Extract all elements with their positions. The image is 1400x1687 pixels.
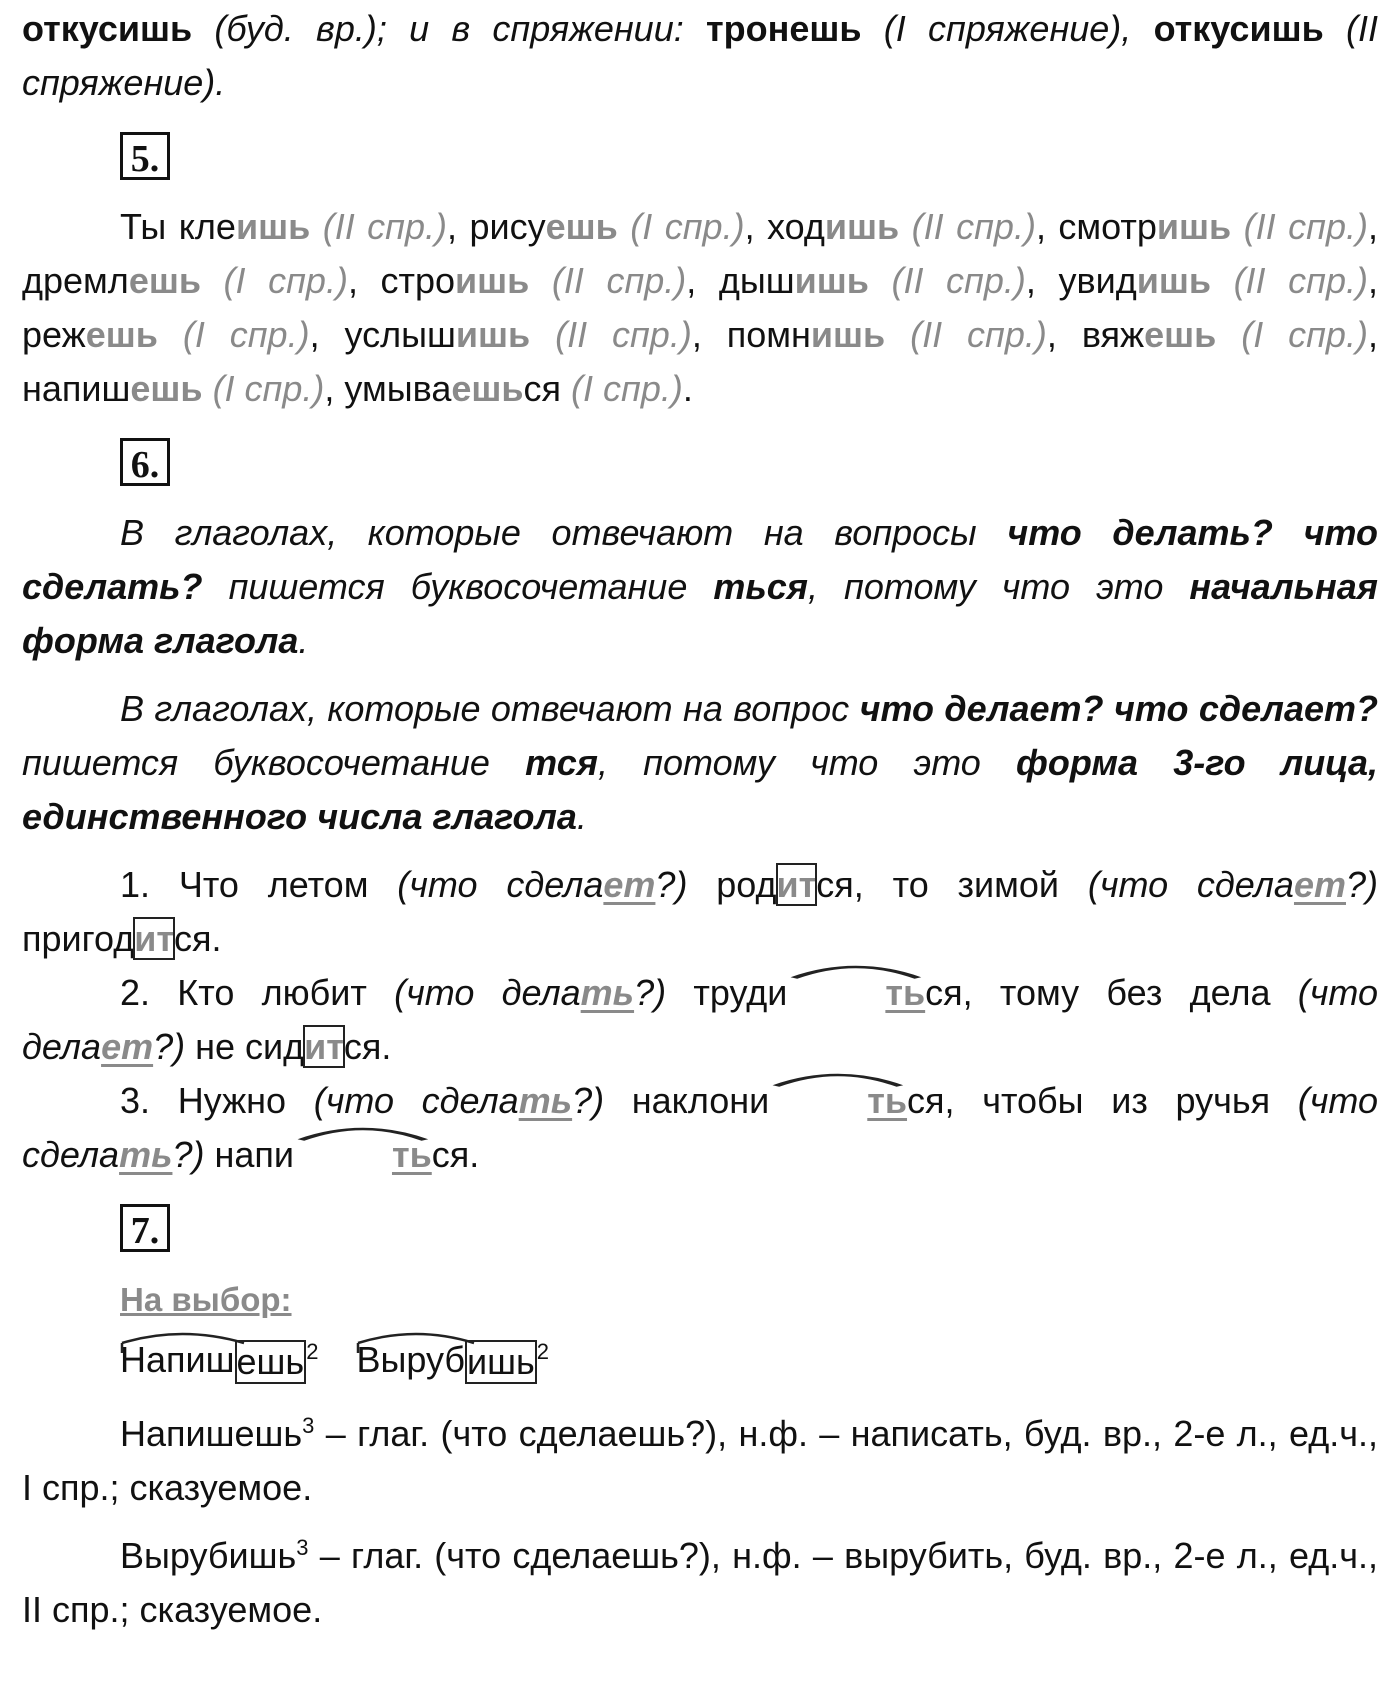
text: (II спряжение). <box>22 8 1378 103</box>
question-bold: что делать? что сделать? <box>22 512 1378 607</box>
root-arc <box>356 1329 556 1349</box>
punctuation: , <box>1046 314 1082 355</box>
example-2: 2. Кто любит (что делать?) труди ться, тому без дела (что делает?) не сидится. <box>22 966 1378 1074</box>
question-bold: что делает? что сделает? <box>859 688 1378 729</box>
punctuation: , <box>1035 206 1059 247</box>
punctuation: , <box>1367 206 1378 247</box>
conjugation-note: (II спр.) <box>899 206 1036 247</box>
punctuation: , <box>1367 260 1378 301</box>
verb-stem: ход <box>767 206 825 247</box>
verb-stem: рису <box>469 206 546 247</box>
ending-box: ишь <box>467 1341 535 1383</box>
analysis-2: Вырубишь$^3$ – глаг. (что сделаешь?), н.ф. – вырубить, буд. вр., 2-е л., ед.ч., II спр.; сказуемое. <box>22 1535 1378 1630</box>
intro-paragraph <box>22 2 1378 110</box>
question-ending: ет <box>603 864 656 905</box>
arc-suffix: ть <box>294 1128 432 1182</box>
verb-ending: ешь <box>128 260 201 301</box>
verb-stem: дыш <box>718 260 795 301</box>
task5-paragraph <box>22 200 1378 416</box>
verb-ending: ишь <box>455 314 531 355</box>
punctuation: , <box>1025 260 1059 301</box>
punctuation: , <box>744 206 768 247</box>
word: Вырубишь <box>120 1535 297 1576</box>
punctuation: , <box>1367 314 1378 355</box>
verb-ending: ешь <box>451 368 524 409</box>
punctuation: , <box>691 314 727 355</box>
arc-suffix: ть <box>769 1074 907 1128</box>
choice-label: На выбор: <box>120 1281 292 1318</box>
rule-paragraph-2: В глаголах, которые отвечают на вопрос что делает? что сделает? пишется буквосочетание тся, потому что это форма 3-го лица, единственного числа глагола. <box>22 688 1378 837</box>
morpheme-word-1: Напишешь$^2$ <box>120 1327 318 1393</box>
punctuation: . <box>682 368 693 409</box>
rule-paragraph-1: В глаголах, которые отвечают на вопросы что делать? что сделать? пишется буквосочетание ться, потому что это начальная форма глагола. <box>22 512 1378 661</box>
verb-stem: дремл <box>22 260 129 301</box>
punctuation: , <box>686 260 719 301</box>
verb-stem: напиш <box>22 368 131 409</box>
conjugation-note: (I спр.) <box>157 314 310 355</box>
task-number-row <box>22 132 1378 186</box>
boxed-suffix: ит <box>776 864 817 905</box>
conjugation-note: (II спр.) <box>530 314 692 355</box>
arc-suffix: ть <box>787 966 925 1020</box>
letter-combo-tsya: тся <box>525 742 598 783</box>
word-tronesh: тронешь <box>705 8 862 49</box>
conjugation-note: (II спр.) <box>310 206 447 247</box>
root-arc <box>120 1329 320 1349</box>
verb-stem: Ты кле <box>120 206 236 247</box>
conjugation-note: (I спр.) <box>617 206 745 247</box>
conjugation-note: (I спр.) <box>200 260 348 301</box>
verb-stem: реж <box>22 314 86 355</box>
verb-stem: смотр <box>1058 206 1157 247</box>
verb-postfix: ся <box>523 368 562 409</box>
verb-ending: ешь <box>85 314 158 355</box>
rule-term: форма 3-го лица, единственного числа глагола <box>22 742 1378 837</box>
question-ending: ть <box>518 1080 573 1121</box>
word-otkusish: откусишь <box>22 8 193 49</box>
conjugation-note: (I спр.) <box>561 368 683 409</box>
verb-stem: стро <box>380 260 456 301</box>
conjugation-note: (II спр.) <box>1211 260 1368 301</box>
task-number-row <box>22 438 1378 492</box>
verb-ending: ешь <box>1144 314 1217 355</box>
ending-box: ешь <box>236 1341 305 1383</box>
question-ending: ть <box>580 972 635 1013</box>
verb-ending: ишь <box>794 260 869 301</box>
task-number-row <box>22 1204 1378 1258</box>
verb-ending: ишь <box>1156 206 1232 247</box>
punctuation: , <box>447 206 470 247</box>
verb-stem: вяж <box>1081 314 1145 355</box>
verb-ending: ишь <box>810 314 886 355</box>
word: Напишешь <box>120 1413 303 1454</box>
word-otkusish-2: откусишь <box>1153 8 1324 49</box>
rule-term: начальная форма глагола <box>22 566 1378 661</box>
example-1: 1. Что летом (что сделает?) родится, то зимой (что сделает?) пригодится. <box>22 864 1379 959</box>
task-number-7: 7. <box>120 1204 170 1252</box>
verb-ending: ешь <box>545 206 618 247</box>
verb-ending: ишь <box>1136 260 1211 301</box>
conjugation-note: (I спр.) <box>202 368 325 409</box>
conjugation-note: (II спр.) <box>1231 206 1368 247</box>
verb-stem: помн <box>726 314 811 355</box>
task-number-5: 5. <box>120 132 170 180</box>
task-number-6: 6. <box>120 438 170 486</box>
punctuation: , <box>347 260 381 301</box>
verb-stem: услыш <box>344 314 456 355</box>
boxed-suffix: ит <box>304 1026 344 1067</box>
verb-stem: умыва <box>344 368 452 409</box>
verb-stem: увид <box>1058 260 1137 301</box>
morpheme-word-2: Вырубишь$^2$ <box>356 1327 549 1393</box>
text: (буд. вр.); и в спряжении: <box>192 8 706 49</box>
verb-ending: ишь <box>235 206 311 247</box>
text: (I спряжение), <box>861 8 1154 49</box>
boxed-suffix: ит <box>134 918 174 959</box>
question-ending: ет <box>101 1026 154 1067</box>
question-ending: ет <box>1293 864 1346 905</box>
choice-label-row <box>22 1272 1378 1327</box>
verb-ending: ишь <box>455 260 530 301</box>
letter-combo-tsya-soft: ться <box>713 566 808 607</box>
conjugation-note: (II спр.) <box>868 260 1026 301</box>
conjugation-note: (II спр.) <box>885 314 1047 355</box>
conjugation-note: (I спр.) <box>1216 314 1368 355</box>
verb-ending: ишь <box>824 206 900 247</box>
punctuation: , <box>324 368 345 409</box>
punctuation: , <box>309 314 345 355</box>
example-3: 3. Нужно (что сделать?) наклони ться, чтобы из ручья (что сделать?) напи ться. <box>22 1074 1378 1182</box>
morpheme-analysis-row <box>120 1327 1378 1393</box>
page <box>0 2 1400 1687</box>
verb-ending: ешь <box>130 368 203 409</box>
question-ending: ть <box>119 1134 173 1175</box>
conjugation-note: (II спр.) <box>529 260 687 301</box>
analysis-1: Напишешь$^3$ – глаг. (что сделаешь?), н.ф. – написать, буд. вр., 2-е л., ед.ч., I спр.; сказуемое. <box>22 1413 1378 1508</box>
